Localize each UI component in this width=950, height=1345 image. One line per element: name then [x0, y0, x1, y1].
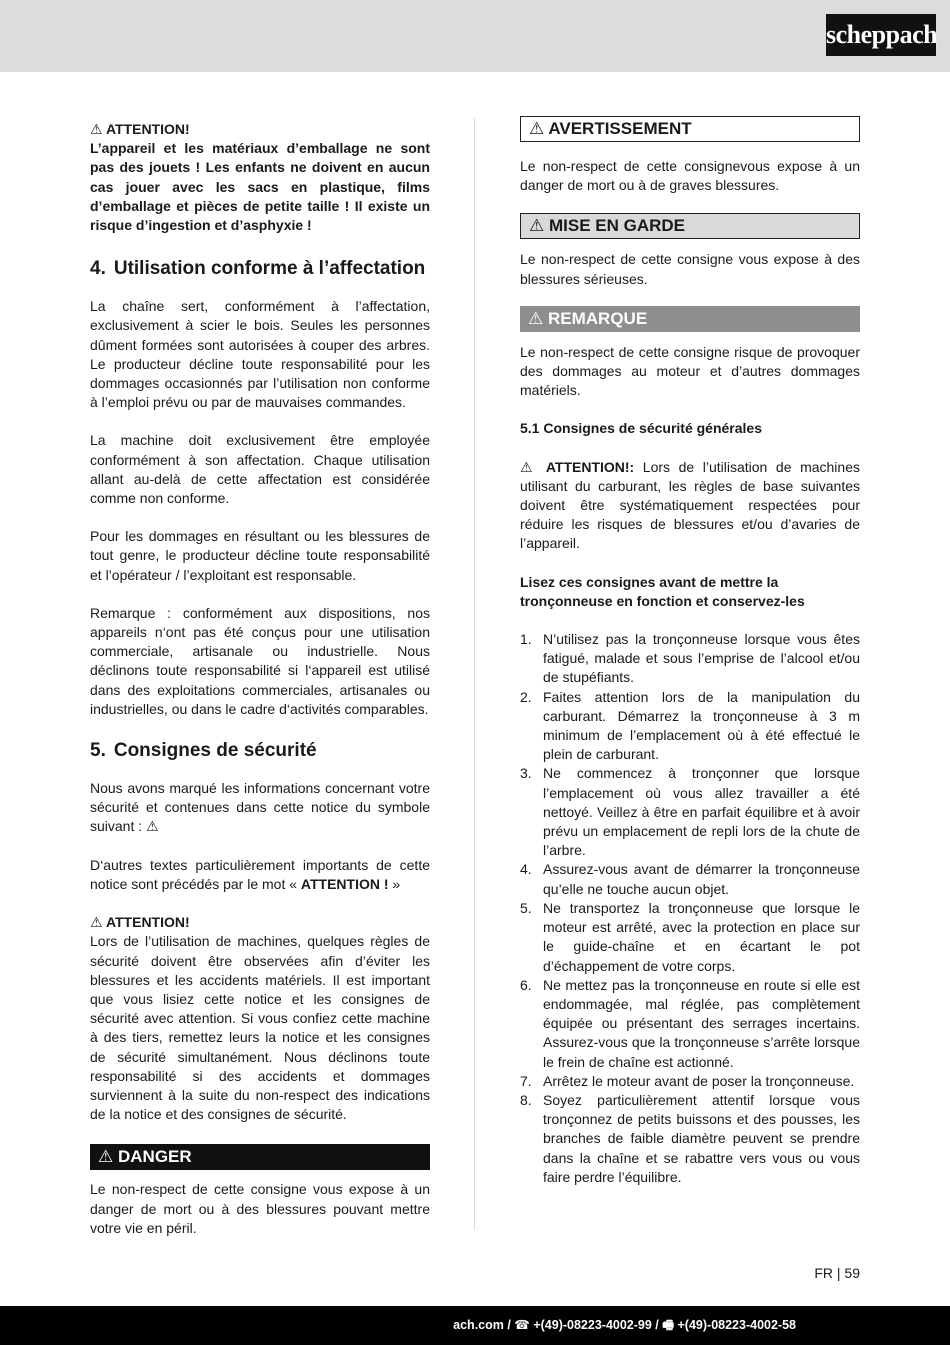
- paragraph: La machine doit exclusivement être employée conformément à son affectation. Chaque utilisation allant au-delà de cette affectation est considérée comme non conforme.: [90, 432, 430, 507]
- warning-icon: ⚠: [90, 121, 103, 137]
- header-band: [0, 0, 950, 72]
- avertissement-text: Le non-respect de cette consignevous expose à un danger de mort ou à de graves blessures.: [520, 158, 860, 194]
- warning-icon: ⚠: [146, 818, 159, 835]
- list-item: 3. Ne commencez à tronçonner que lorsque l’emplacement où vous allez travailler a été nettoyé. Veillez à être en parfait équilibre et à avoir prévu un emplacement de repli lors de la chute de l’arbre.: [520, 765, 860, 859]
- remarque-label-box: ⚠ REMARQUE: [520, 306, 860, 332]
- brand-logo: scheppach: [826, 14, 936, 56]
- paragraph: Nous avons marqué les informations concernant votre sécurité et contenues dans cette notice du symbole suivant : ⚠: [90, 780, 430, 835]
- paragraph: Remarque : conformément aux dispositions, nos appareils n‘ont pas été conçus pour une utilisation commerciale, artisanale ou industrielle. Nous déclinons toute responsabilité si l‘appareil est utilisé dans des exploitations commerciales, artisanales ou industrielles, ou dans le cadre d‘activités comparables.: [90, 604, 430, 717]
- list-item: 7. Arrêtez le moteur avant de poser la tronçonneuse.: [520, 1072, 855, 1089]
- page-number: FR | 59: [814, 1265, 860, 1281]
- attention-heading: ⚠ ATTENTION!: [90, 914, 190, 931]
- warning-icon: ⚠: [520, 458, 538, 475]
- avertissement-label-box: ⚠ AVERTISSEMENT: [520, 116, 860, 142]
- warning-icon: ⚠: [529, 216, 545, 236]
- remarque-text: Le non-respect de cette consigne risque de provoquer des dommages au moteur et d’autres dommages matériels.: [520, 343, 860, 399]
- list-item: 2. Faites attention lors de la manipulation du carburant. Démarrez la tronçonneuse à 3 m minimum de l’emplacement où à été effectué le plein de carburant.: [520, 688, 860, 763]
- list-item: 5. Ne transportez la tronçonneuse que lorsque le moteur est arrêté, avec la protection en place sur le guide-chaîne et en écartant le pot d’échappement de votre corps.: [520, 899, 860, 974]
- mise-en-garde-label-box: ⚠ MISE EN GARDE: [520, 213, 860, 239]
- list-item: 8. Soyez particulièrement attentif lorsque vous tronçonnez de petits buissons et des pousses, les branches de faible diamètre peuvent se prendre dans la chaîne et se rabattre vers vous ou vous faire perdre l’équilibre.: [520, 1091, 860, 1185]
- list-item: 4. Assurez-vous avant de démarrer la tronçonneuse qu’elle ne touche aucun objet.: [520, 861, 860, 897]
- right-column: [520, 116, 860, 1187]
- paragraph: Pour les dommages en résultant ou les blessures de tout genre, le producteur décline toute responsabilité et l’opérateur / l’exploitant est responsable.: [90, 528, 430, 583]
- instruction-heading: Lisez ces consignes avant de mettre la tronçonneuse en fonction et conservez-les: [520, 573, 805, 609]
- attention-text: L’appareil et les matériaux d’emballage ne sont pas des jouets ! Les enfants ne doivent en aucun cas jouer avec les sacs en plastique, films d’emballage et pièces de petite taille ! Il existe un risque d’ingestion et d’asphyxie !: [90, 140, 430, 234]
- mise-en-garde-text: Le non-respect de cette consigne vous expose à des blessures sérieuses.: [520, 251, 860, 287]
- attention-paragraph: ⚠ ATTENTION!: Lors de l’utilisation de machines utilisant du carburant, les règles de base suivantes doivent être systématiquement respectées pour réduire les risques de blessures et/ou d’avaries de l’appareil.: [520, 458, 860, 552]
- subsection-5-1-title: 5.1 Consignes de sécurité générales: [520, 420, 762, 437]
- section-5-title: 5. Consignes de sécurité: [90, 740, 317, 762]
- warning-icon: ⚠: [90, 914, 103, 931]
- attention-heading: ⚠ ATTENTION!: [90, 121, 190, 137]
- left-column: [90, 120, 430, 1238]
- paragraph: D‘autres textes particulièrement importants de cette notice sont précédés par le mot « ATTENTION ! »: [90, 856, 430, 892]
- list-item: 1. N’utilisez pas la tronçonneuse lorsque vous êtes fatigué, malade et sous l’emprise de l’alcool et/ou de stupéfiants.: [520, 631, 860, 686]
- warning-icon: ⚠: [529, 119, 545, 138]
- attention-text: Lors de l’utilisation de machines, quelques règles de sécurité doivent être observées afin d’éviter les blessures et les accidents matériels. Il est important que vous lisiez cette notice et les consignes de sécurité avec attention. Si vous confiez cette machine à des tiers, remettez leurs la notice et les consignes de sécurité simultanément. Nous déclinons toute responsabilité si des accidents et dommages surviennent à la suite du non-respect des indications de la notice et des consignes de sécurité.: [90, 933, 430, 1123]
- footer-contact: ach.com / ☎ +(49)-08223-4002-99 / 🖷 +(49)-08223-4002-58: [453, 1318, 796, 1332]
- danger-label-box: ⚠ DANGER: [90, 1144, 430, 1170]
- safety-list: [520, 630, 860, 1187]
- danger-text: Le non-respect de cette consigne vous expose à un danger de mort ou à des blessures pouvant mettre votre vie en péril.: [90, 1181, 430, 1236]
- warning-icon: ⚠: [98, 1147, 114, 1167]
- footer-bar: [0, 1306, 950, 1345]
- section-4-title: 4. Utilisation conforme à l’affectation: [90, 258, 426, 280]
- column-divider: [474, 118, 475, 1230]
- list-item: 6. Ne mettez pas la tronçonneuse en route si elle est endommagée, mal réglée, pas complètement équipée ou présentant des serrages incertains. Assurez-vous que la tronçonneuse s’arrête lorsque le frein de chaîne est actionné.: [520, 976, 860, 1070]
- paragraph: La chaîne sert, conformément à l’affectation, exclusivement à scier le bois. Seules les personnes dûment formées sont autorisées à couper des arbres. Le producteur décline toute responsabilité pour les dommages occasionnés par l’utilisation non conforme à l’emploi prévu ou par de mauvaises commandes.: [90, 298, 430, 411]
- warning-icon: ⚠: [528, 308, 544, 328]
